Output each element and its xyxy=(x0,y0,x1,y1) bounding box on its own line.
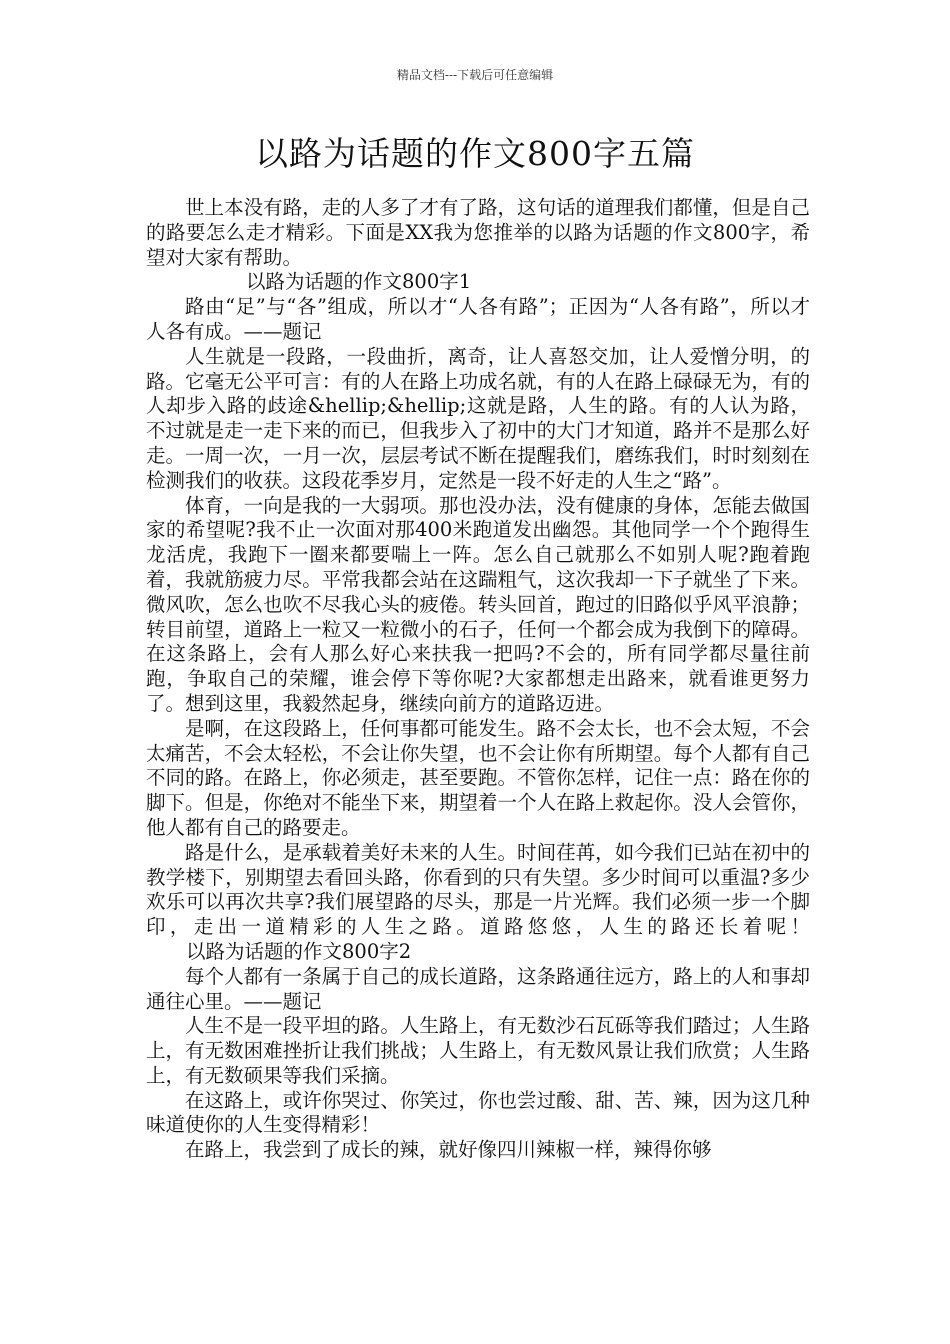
essay-subtitle: 以路为话题的作文800字2 xyxy=(186,939,412,963)
document-title: 以路为话题的作文800字五篇 xyxy=(255,134,695,173)
document-body xyxy=(146,196,810,1163)
body-paragraph: 在路上，我尝到了成长的辣，就好像四川辣椒一样，辣得你够 xyxy=(185,1138,712,1162)
intro-paragraph: 世上本没有路，走的人多了才有了路，这句话的道理我们都懂，但是自己的路要怎么走才精彩。下面是XX我为您推举的以路为话题的作文800字，希望对大家有帮助。 xyxy=(146,196,810,269)
body-paragraph: 人生不是一段平坦的路。人生路上，有无数沙石瓦砾等我们踏过；人生路上，有无数困难挫折让我们挑战；人生路上，有无数风景让我们欣赏；人生路上，有无数硕果等我们采摘。 xyxy=(146,1014,810,1087)
epigraph-paragraph: 路由“足”与“各”组成，所以才“人各有路”；正因为“人各有路”，所以才人各有成。——题记 xyxy=(146,295,810,343)
body-paragraph: 在这路上，或许你哭过、你笑过，你也尝过酸、甜、苦、辣，因为这几种味道使你的人生变得精彩！ xyxy=(146,1088,810,1137)
body-paragraph: 是啊，在这段路上，任何事都可能发生。路不会太长，也不会太短，不会太痛苦，不会太轻松，不会让你失望，也不会让你有所期望。每个人都有自己不同的路。在路上，你必须走，甚至要跑。不管你怎样，记住一点：路在你的脚下。但是，你绝对不能坐下来，期望着一个人在路上救起你。没人会管你，他人都有自己的路要走。 xyxy=(146,716,810,839)
body-paragraph: 体育，一向是我的一大弱项。那也没办法，没有健康的身体，怎能去做国家的希望呢?我不止一次面对那400米跑道发出幽怨。其他同学一个个跑得生龙活虎，我跑下一圈来都要喘上一阵。怎么自己就那么不如别人呢?跑着跑着，我就筋疲力尽。平常我都会站在这踹粗气，这次我却一下子就坐了下来。微风吹，怎么也吹不尽我心头的疲倦。转头回首，跑过的旧路似乎风平浪静；转目前望，道路上一粒又一粒微小的石子，任何一个都会成为我倒下的障碍。在这条路上，会有人那么好心来扶我一把吗?不会的，所有同学都尽量往前跑，争取自己的荣耀，谁会停下等你呢?大家都想走出路来，就看谁更努力了。想到这里，我毅然起身，继续向前方的道路迈进。 xyxy=(146,493,810,715)
body-paragraph: 人生就是一段路，一段曲折，离奇，让人喜怒交加，让人爱憎分明，的路。它毫无公平可言：有的人在路上功成名就，有的人在路上碌碌无为，有的人却步入路的歧途&hellip;&hellip;这就是路，人生的路。有的人认为路，不过就是走一走下来的而已，但我步入了初中的大门才知道，路并不是那么好走。一周一次，一月一次，层层考试不断在提醒我们，磨练我们，时时刻刻在检测我们的收获。这段花季岁月，定然是一段不好走的人生之“路”。 xyxy=(146,344,810,492)
body-paragraph xyxy=(146,841,810,965)
essay-subtitle: 以路为话题的作文800字1 xyxy=(246,270,472,294)
page-header: 精品文档---下载后可任意编辑 xyxy=(396,68,554,82)
body-paragraph-text: 路是什么，是承载着美好未来的人生。时间荏苒，如今我们已站在初中的教学楼下，别期望去看回头路，你看到的只有失望。多少时间可以重温?多少欢乐可以再次共享?我们展望路的尽头，那是一片光辉。我们必须一步一个脚印，走出一道精彩的人生之路。道路悠悠，人生的路还长着呢！ xyxy=(146,840,810,939)
epigraph-paragraph: 每个人都有一条属于自己的成长道路，这条路通往远方，路上的人和事却通往心里。——题记 xyxy=(146,964,810,1013)
